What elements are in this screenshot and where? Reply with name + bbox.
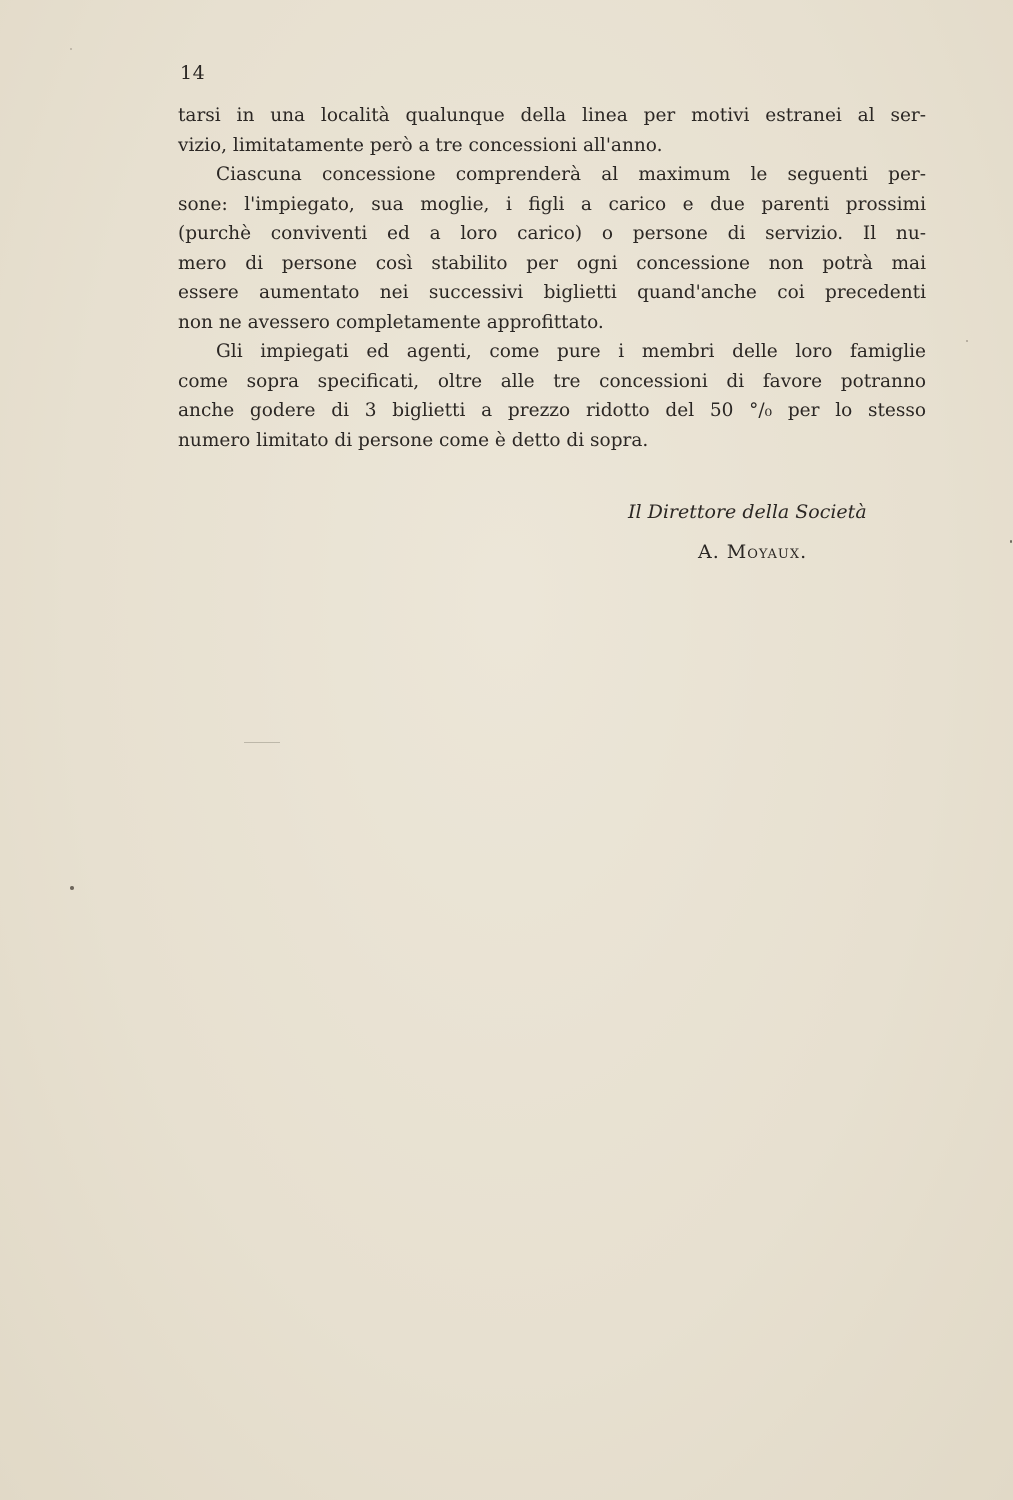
text-line: anche godere di 3 biglietti a prezzo ridotto del 50 °/₀ per lo stesso — [178, 400, 926, 421]
paper-speck — [70, 886, 74, 890]
paper-speck — [244, 742, 280, 743]
text-line: vizio, limitatamente però a tre concessioni all'anno. — [178, 134, 663, 156]
body-text — [178, 101, 926, 455]
text-line: tarsi in una località qualunque della linea per motivi estranei al ser- — [178, 105, 926, 126]
signature-title: Il Direttore della Società — [628, 501, 867, 523]
paper-speck — [70, 48, 72, 50]
paper-speck — [1010, 540, 1012, 543]
page-number: 14 — [180, 62, 206, 84]
text-line: come sopra specificati, oltre alle tre concessioni di favore potranno — [178, 370, 926, 392]
text-line: Gli impiegati ed agenti, come pure i membri delle loro famiglie — [216, 341, 926, 362]
text-line: sone: l'impiegato, sua moglie, i figli a carico e due parenti prossimi — [178, 193, 926, 215]
paragraph-1 — [178, 101, 926, 160]
text-line: (purchè conviventi ed a loro carico) o persone di servizio. Il nu- — [178, 223, 926, 244]
text-line: essere aumentato nei successivi biglietti quand'anche coi precedenti — [178, 282, 926, 303]
text-line: numero limitato di persone come è detto di sopra. — [178, 429, 649, 451]
paragraph-2 — [178, 160, 926, 337]
signature-name: A. Moyaux. — [698, 541, 808, 563]
text-line: Ciascuna concessione comprenderà al maximum le seguenti per- — [216, 164, 926, 185]
paragraph-3 — [178, 337, 926, 455]
text-line: mero di persone così stabilito per ogni concessione non potrà mai — [178, 252, 926, 274]
text-line: non ne avessero completamente approfittato. — [178, 311, 604, 333]
paper-speck — [966, 340, 968, 342]
